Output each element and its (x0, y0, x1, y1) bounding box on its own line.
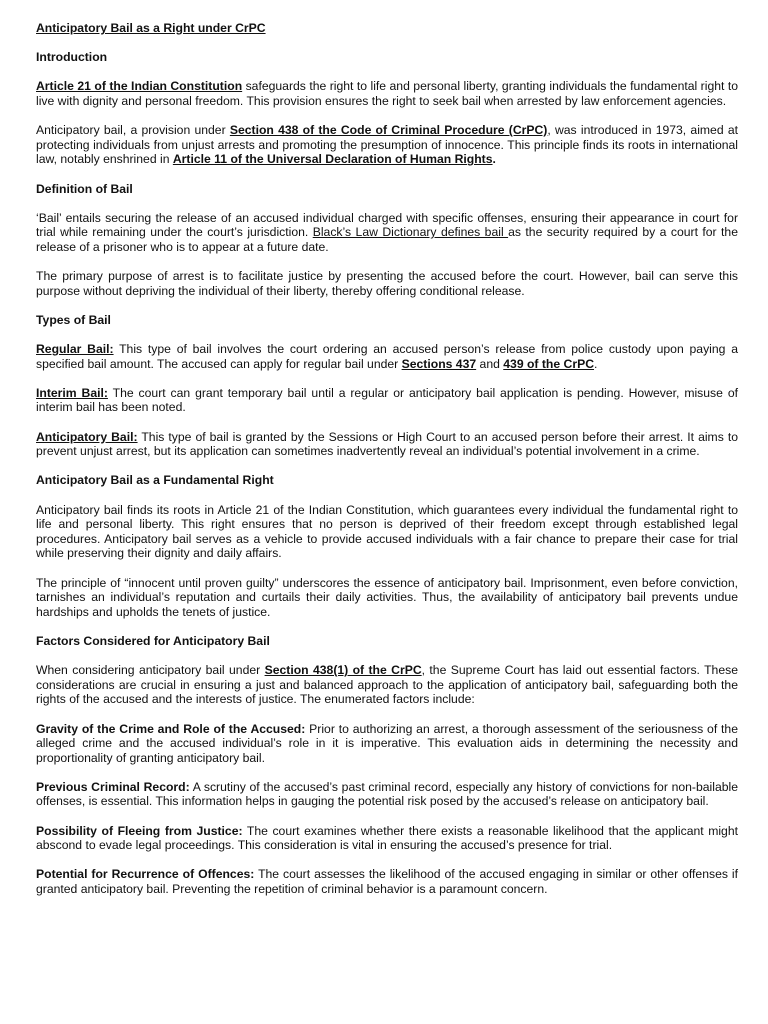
term-regular-bail: Regular Bail: (36, 342, 114, 357)
link-section-438-1[interactable]: Section 438(1) of the CrPC (264, 663, 422, 678)
link-sections-437[interactable]: Sections 437 (401, 356, 477, 371)
section-heading-factors: Factors Considered for Anticipatory Bail (36, 633, 270, 648)
factor-label: Previous Criminal Record: (36, 779, 190, 794)
link-article-21[interactable]: Article 21 of the Indian Constitution (36, 79, 243, 94)
term-interim-bail: Interim Bail: (36, 385, 108, 400)
factor-label: Possibility of Fleeing from Justice: (36, 823, 243, 838)
factor-criminal-record: Previous Criminal Record: A scrutiny of the accused’s past criminal record, especially any history of convictions for non-bailable offenses, is essential. This information helps in gauging the potential risk posed by the accused’s release on anticipatory bail. (36, 779, 738, 809)
section-heading-definition: Definition of Bail (36, 181, 133, 196)
paragraph-interim-bail: Interim Bail: The court can grant temporary bail until a regular or anticipatory bail application is pending. However, misuse of interim bail has been noted. (36, 385, 738, 415)
factor-fleeing-justice: Possibility of Fleeing from Justice: The court examines whether there exists a reasonable likelihood that the applicant might abscond to evade legal proceedings. This consideration is vital in ensuring the accused’s presence for trial. (36, 823, 739, 853)
paragraph-fundamental-right-1: Anticipatory bail finds its roots in Article 21 of the Indian Constitution, which guarantees every individual the fundamental right to life and personal liberty. This right ensures that no person is deprived of their freedom except through established legal procedures. Anticipatory bail serves as a vehicle to provide accused individuals with a fair chance to prepare their case for trial while preserving their dignity and daily affairs. (36, 502, 738, 561)
paragraph-factors-intro: When considering anticipatory bail under Section 438(1) of the CrPC, the Supreme Court has laid out essential factors. These considerations are crucial in ensuring a just and balanced approach to the application of anticipatory bail, safeguarding both the rights of the accused and the interests of justice. The enumerated factors include: (36, 663, 738, 707)
section-heading-introduction: Introduction (36, 50, 108, 65)
paragraph-article-21: Article 21 of the Indian Constitution safeguards the right to life and personal liberty, granting individuals the fundamental right to live with dignity and personal freedom. This provision ensures the right to seek bail when arrested by law enforcement agencies. (36, 79, 738, 108)
factor-label: Potential for Recurrence of Offences: (36, 867, 255, 882)
term-anticipatory-bail: Anticipatory Bail: (36, 429, 138, 444)
paragraph-fundamental-right-2: The principle of “innocent until proven guilty” underscores the essence of anticipatory bail. Imprisonment, even before conviction, tarnishes an individual’s reputation and curtails their daily activities. Thus, the availability of anticipatory bail prevents undue hardships and upholds the tenets of justice. (36, 575, 738, 619)
section-heading-fundamental-right: Anticipatory Bail as a Fundamental Right (36, 473, 274, 488)
section-heading-types: Types of Bail (36, 312, 111, 327)
factor-gravity-of-crime: Gravity of the Crime and Role of the Accused: Prior to authorizing an arrest, a thorough assessment of the seriousness of the alleged crime and the accused individual’s role in it is imperative. This evaluation aids in determining the necessity and proportionality of granting anticipatory bail. (36, 721, 738, 765)
paragraph-section-438: Anticipatory bail, a provision under Section 438 of the Code of Criminal Procedure (CrPC), was introduced in 1973, aimed at protecting individuals from unjust arrests and promoting the presumption of innocence. This principle finds its roots in international law, notably enshrined in Article 11 of the Universal Declaration of Human Rights. (36, 123, 738, 167)
paragraph-purpose-of-arrest: The primary purpose of arrest is to facilitate justice by presenting the accused before the court. However, bail can serve this purpose without depriving the individual of their liberty, thereby offering conditional release. (36, 269, 738, 298)
factor-recurrence: Potential for Recurrence of Offences: The court assesses the likelihood of the accused engaging in similar or other offenses if granted anticipatory bail. Preventing the repetition of criminal behavior is a paramount concern. (36, 867, 738, 897)
link-article-11-udhr[interactable]: Article 11 of the Universal Declaration of Human Rights (172, 152, 493, 167)
link-439-crpc[interactable]: 439 of the CrPC (503, 356, 595, 371)
link-blacks-law-dictionary[interactable]: Black’s Law Dictionary defines bail (312, 225, 509, 240)
paragraph-regular-bail: Regular Bail: This type of bail involves the court ordering an accused person’s release from police custody upon paying a specified bail amount. The accused can apply for regular bail under Sections 437 and 439 of the CrPC. (36, 342, 738, 371)
link-section-438[interactable]: Section 438 of the Code of Criminal Procedure (CrPC) (229, 123, 548, 138)
document-title: Anticipatory Bail as a Right under CrPC (36, 21, 266, 35)
factor-label: Gravity of the Crime and Role of the Accused: (36, 721, 306, 736)
paragraph-bail-definition: ‘Bail’ entails securing the release of an accused individual charged with specific offenses, ensuring their appearance in court for trial while remaining under the court’s jurisdiction. Black’s Law Dictionary defines bail as the security required by a court for the release of a prisoner who is to appear at a future date. (36, 210, 738, 254)
paragraph-anticipatory-bail: Anticipatory Bail: This type of bail is granted by the Sessions or High Court to an accused person before their arrest. It aims to prevent unjust arrest, but its application can sometimes inadvertently reveal an individual’s potential involvement in a crime. (36, 429, 738, 459)
